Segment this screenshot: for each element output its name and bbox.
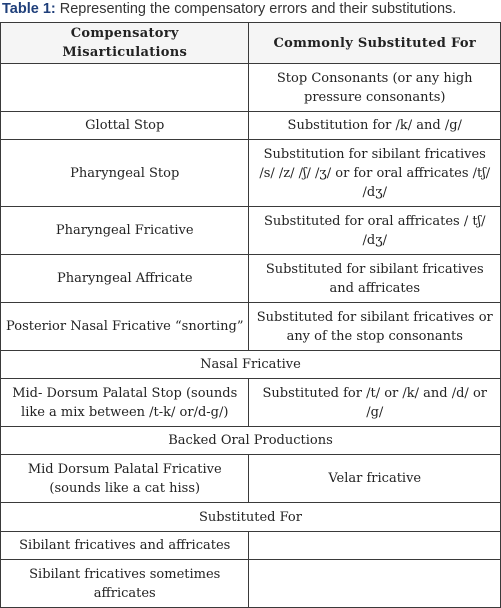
- misarticulation-cell: Glottal Stop: [1, 112, 249, 140]
- substitution-cell: Stop Consonants (or any high pressure consonants): [249, 64, 501, 112]
- table-row: [1, 379, 501, 427]
- column-header-misarticulations: Compensatory Misarticulations: [1, 23, 249, 64]
- substitution-cell: Substituted for oral affricates / tʃ/ /dʒ/: [249, 207, 501, 255]
- substitution-cell: [249, 532, 501, 560]
- table-row: [1, 560, 501, 608]
- misarticulation-cell: Posterior Nasal Fricative “snorting”: [1, 303, 249, 351]
- substitution-cell: Substitution for /k/ and /g/: [249, 112, 501, 140]
- misarticulation-cell: Sibilant fricatives sometimes affricates: [1, 560, 249, 608]
- table-row: [1, 303, 501, 351]
- table-caption-label: Table 1:: [2, 1, 56, 17]
- section-heading-cell: Backed Oral Productions: [1, 427, 501, 455]
- table-row: [1, 455, 501, 503]
- misarticulation-cell: Sibilant fricatives and affricates: [1, 532, 249, 560]
- table-row: [1, 532, 501, 560]
- table-row-spanning: [1, 427, 501, 455]
- compensatory-errors-table: [0, 22, 501, 608]
- section-heading-cell: Nasal Fricative: [1, 351, 501, 379]
- table-row-spanning: [1, 351, 501, 379]
- substitution-cell: Substituted for sibilant fricatives or any of the stop consonants: [249, 303, 501, 351]
- table-row-spanning: [1, 503, 501, 532]
- table-header-row: [1, 23, 501, 64]
- table-row: [1, 207, 501, 255]
- substitution-cell: Substituted for sibilant fricatives and affricates: [249, 255, 501, 303]
- section-heading-cell: Substituted For: [1, 503, 501, 532]
- table-row: [1, 64, 501, 112]
- table-caption: [2, 0, 501, 18]
- substitution-cell: Substituted for /t/ or /k/ and /d/ or /g/: [249, 379, 501, 427]
- table-row: [1, 255, 501, 303]
- table-row: [1, 140, 501, 207]
- table-row: [1, 112, 501, 140]
- misarticulation-cell: Mid Dorsum Palatal Fricative (sounds like a cat hiss): [1, 455, 249, 503]
- misarticulation-cell: [1, 64, 249, 112]
- misarticulation-cell: Pharyngeal Stop: [1, 140, 249, 207]
- substitution-cell: Velar fricative: [249, 455, 501, 503]
- table-caption-text: Representing the compensatory errors and their substitutions.: [55, 1, 457, 17]
- misarticulation-cell: Pharyngeal Fricative: [1, 207, 249, 255]
- column-header-substituted-for: Commonly Substituted For: [249, 23, 501, 64]
- misarticulation-cell: Pharyngeal Affricate: [1, 255, 249, 303]
- substitution-cell: [249, 560, 501, 608]
- misarticulation-cell: Mid- Dorsum Palatal Stop (sounds like a mix between /t-k/ or/d-g/): [1, 379, 249, 427]
- substitution-cell: Substitution for sibilant fricatives /s/ /z/ /ʃ/ /ʒ/ or for oral affricates /tʃ/ /dʒ/: [249, 140, 501, 207]
